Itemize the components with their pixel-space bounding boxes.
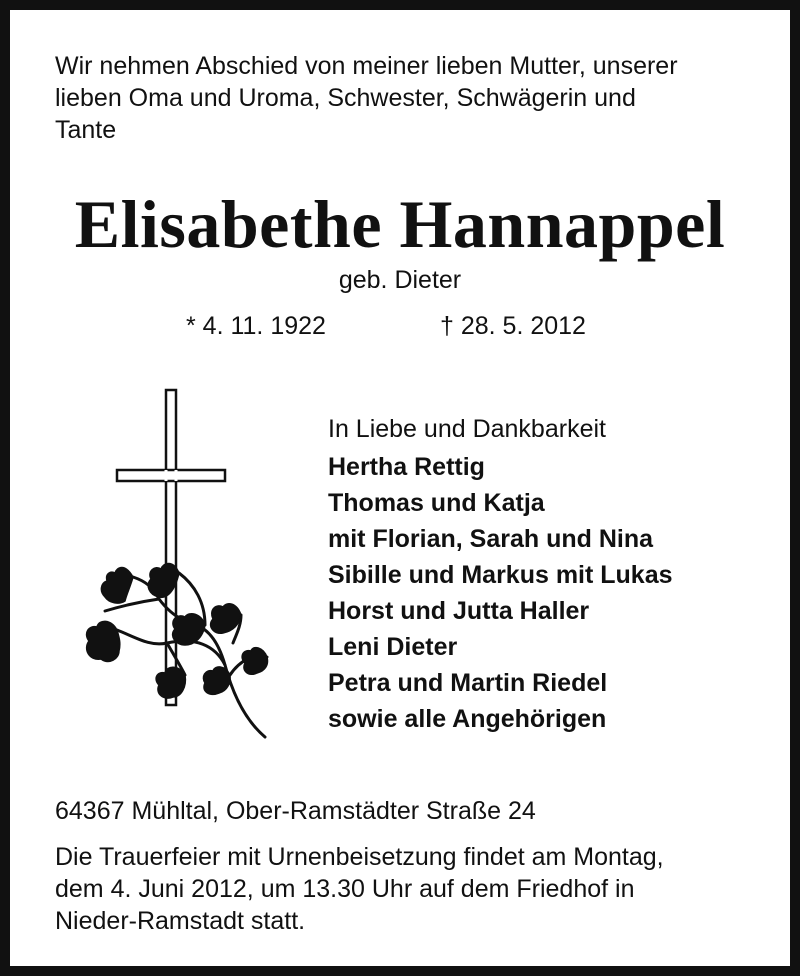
mourners-block [328,413,788,737]
mourner-name: Hertha Rettig [328,453,485,481]
mourners-list [328,449,788,737]
funeral-service-info: Die Trauerfeier mit Urnenbeisetzung findet am Montag, dem 4. Juni 2012, um 13.30 Uhr auf dem Friedhof in Nieder-Ramstadt statt. [55,843,664,935]
intro-text: Wir nehmen Abschied von meiner lieben Mutter, unserer lieben Oma und Uroma, Schwester, Schwägerin und Tante [55,52,678,144]
mourner-name: sowie alle Angehörigen [328,705,607,733]
deceased-name: Elisabethe Hannappel [74,186,726,262]
mourners-lead: In Liebe und Dankbarkeit [328,415,606,443]
family-address: 64367 Mühltal, Ober-Ramstädter Straße 24 [55,797,536,825]
mourner-name: Petra und Martin Riedel [328,669,608,697]
mourner-name: Thomas und Katja [328,489,545,517]
mourner-name: mit Florian, Sarah und Nina [328,525,654,553]
mourner-name: Leni Dieter [328,633,458,661]
mourner-name: Horst und Jutta Haller [328,597,590,625]
death-date: † 28. 5. 2012 [440,312,586,340]
mourner-name: Sibille und Markus mit Lukas [328,561,673,589]
maiden-name: geb. Dieter [338,266,462,294]
cross-with-ivy-icon [55,375,285,745]
birth-date: * 4. 11. 1922 [186,312,326,340]
